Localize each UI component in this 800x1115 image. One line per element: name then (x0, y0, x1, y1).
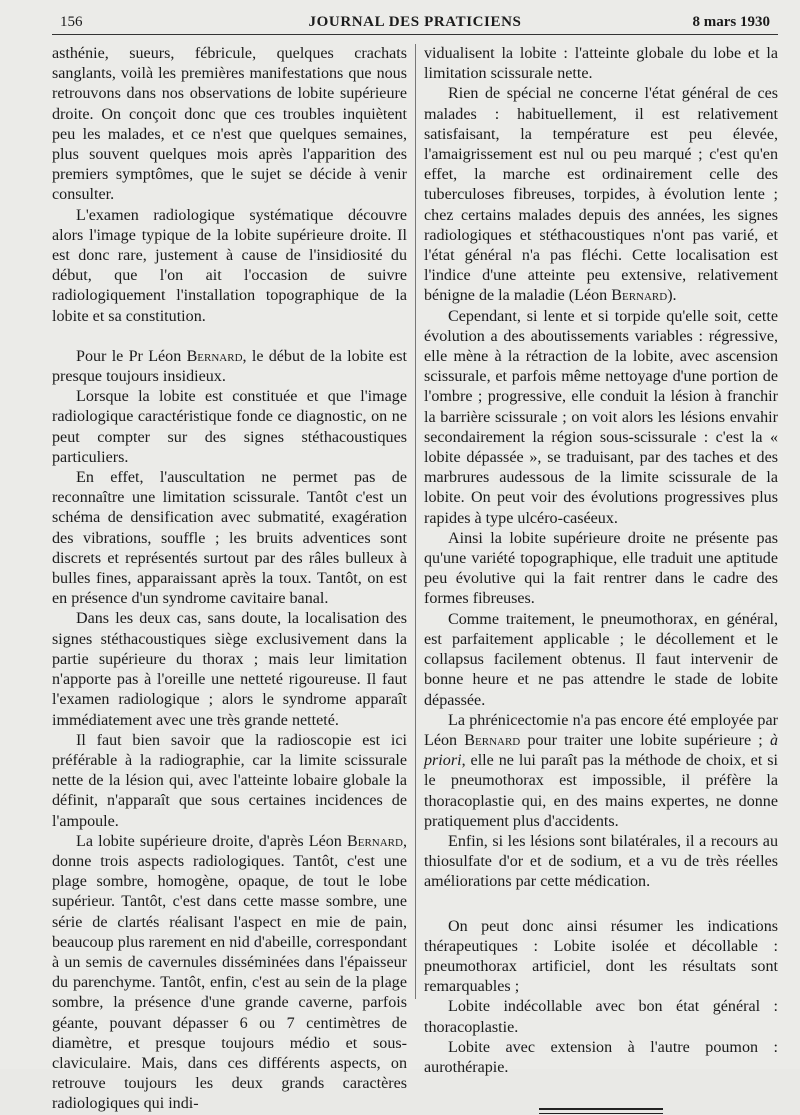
author-name: Bernard (611, 287, 668, 305)
author-name: Bernard (347, 832, 403, 850)
right-column (424, 44, 778, 1114)
paragraph: L'examen radiologique systématique découvre alors l'image typique de la lobite supérieure droite. Il est donc rare, justement à cause de l'insidiosité du début, que l'on ait l'occasion de suivre radiologiquement l'installation topographique de la lobite et sa constitution. (52, 206, 407, 325)
paragraph: Il faut bien savoir que la radioscopie est ici préférable à la radiographie, car la limite scissurale nette de la lésion qui, avec l'atteinte lobaire globale la définit, n'apparaît que sous certaines incidences de l'ampoule. (52, 731, 407, 830)
end-rule-thin (539, 1113, 663, 1114)
column-divider (415, 44, 416, 999)
paragraph: Dans les deux cas, sans doute, la localisation des signes stéthacoustiques siège exclusivement dans la partie supérieure du thorax ; mais leur limitation n'apporte pas à l'oreille une netteté rigoureuse. Il faut l'examen radiologique ; alors le syndrome apparaît immédiatement avec une très grande netteté. (52, 610, 407, 729)
page-number: 156 (60, 14, 83, 30)
paragraph: Enfin, si les lésions sont bilatérales, il a recours au thiosulfate d'or et de sodium, et a vu de très réelles améliorations par cette médication. (424, 832, 778, 891)
paragraph: Lorsque la lobite est constituée et que l'image radiologique caractéristique fonde ce diagnostic, on ne peut compter sur des signes stéthacoustiques particuliers. (52, 388, 407, 466)
author-name: Bernard (186, 347, 243, 365)
issue-date: 8 mars 1930 (692, 14, 770, 30)
end-rule (539, 1108, 663, 1110)
paragraph: Rien de spécial ne concerne l'état général de ces malades : habituellement, il est relativement satisfaisant, la température est peu élevée, l'amaigrissement est nul ou peu marqué ; c'est qu'en effet, la marche est ordinairement celle des tuberculoses fibreuses, torpides, à évolution lente ; chez certains malades depuis des années, les signes radiologiques et stéthacoustiques n'ont pas varié, et l'état général n'a pas fléchi. Cette localisation est l'indice d'une atteinte peu extensive, relativement bénigne de la maladie (Léon Bernard). (424, 85, 778, 305)
paragraph: Ainsi la lobite supérieure droite ne présente pas qu'une variété topographique, elle traduit une aptitude peu évolutive qui la fait rentrer dans le cadre des formes fibreuses. (424, 529, 778, 608)
paragraph: Lobite avec extension à l'autre poumon : aurothérapie. (424, 1038, 778, 1076)
paragraph: Cependant, si lente et si torpide qu'elle soit, cette évolution a des aboutissements variables : régressive, elle mène à la rétraction de la lobite, avec ascension scissurale, et parfois même nettoyage d'une portion de l'ombre ; progressive, elle conduit la lésion à franchir la barrière scissurale ; on voit alors les lésions envahir secondairement la région sous-scissurale : c'est la « lobite dépassée », se traduisant, par des taches et des marbrures audessous de la limite scissurale de la lobite. On peut voir des évolutions progressives plus rapides à type ulcéro-caséeux. (424, 307, 778, 527)
paragraph: En effet, l'auscultation ne permet pas de reconnaître une limitation scissurale. Tantôt c'est un schéma de densification avec submatité, exagération des vibrations, souffle ; les bruits adventices sont discrets et représentés surtout par des râles bulleux à bulles fines, apparaissant après la toux. Tantôt, on est en présence d'un syndrome cavitaire banal. (52, 469, 407, 608)
paragraph: On peut donc ainsi résumer les indications thérapeutiques : Lobite isolée et décollable : pneumothorax artificiel, dont les résultats sont remarquables ; (424, 917, 778, 996)
paragraph: Lobite indécollable avec bon état général : thoracoplastie. (424, 998, 778, 1036)
paragraph: La lobite supérieure droite, d'après Léon Bernard, donne trois aspects radiologiques. Tantôt, c'est une plage sombre, homogène, opaque, de tout le lobe supérieur. Tantôt, c'est dans cette masse sombre, une série de clartés réalisant l'aspect en mie de pain, beaucoup plus rarement en nid d'abeille, correspondant à un semis de cavernules disséminées dans l'épaisseur du parenchyme. Tantôt, enfin, c'est au sein de la plage sombre, la présence d'une grande caverne, parfois géante, pouvant dépasser 6 ou 7 centimètres de diamètre, et presque toujours médio et sous-claviculaire. Mais, dans ces différents aspects, on retrouve toujours les deux grands caractères radiologiques qui indi- (52, 832, 407, 1113)
paragraph: asthénie, sueurs, fébricule, quelques crachats sanglants, voilà les premières manifestations que nous retrouvons dans nos observations de lobite supérieure droite. On conçoit donc que ces troubles inquiètent peu les malades, et ce n'est que quelques semaines, plus souvent quelques mois après l'apparition des premiers symptômes, que le sujet se décide à venir consulter. (52, 45, 407, 204)
paragraph: La phrénicectomie n'a pas encore été employée par Léon Bernard pour traiter une lobite supérieure ; à priori, elle ne lui paraît pas la méthode de choix, et si le pneumothorax est impossible, il préfère la thoracoplastie qui, en des mains expertes, ne donne pratiquement plus d'accidents. (424, 711, 779, 830)
paragraph: vidualisent la lobite : l'atteinte globale du lobe et la limitation scissurale nette. (424, 45, 778, 83)
paragraph: Comme traitement, le pneumothorax, en général, est parfaitement applicable ; le décollement et le collapsus facilement obtenus. Il faut intervenir de bonne heure et ne pas attendre le stade de lobite dépassée. (424, 610, 778, 709)
journal-title: JOURNAL DES PRATICIENS (308, 14, 522, 30)
author-name: Bernard (464, 731, 521, 749)
running-header (52, 6, 778, 35)
left-column (52, 44, 407, 1115)
paragraph: Pour le Pr Léon Bernard, le début de la lobite est presque toujours insidieux. (52, 347, 407, 386)
